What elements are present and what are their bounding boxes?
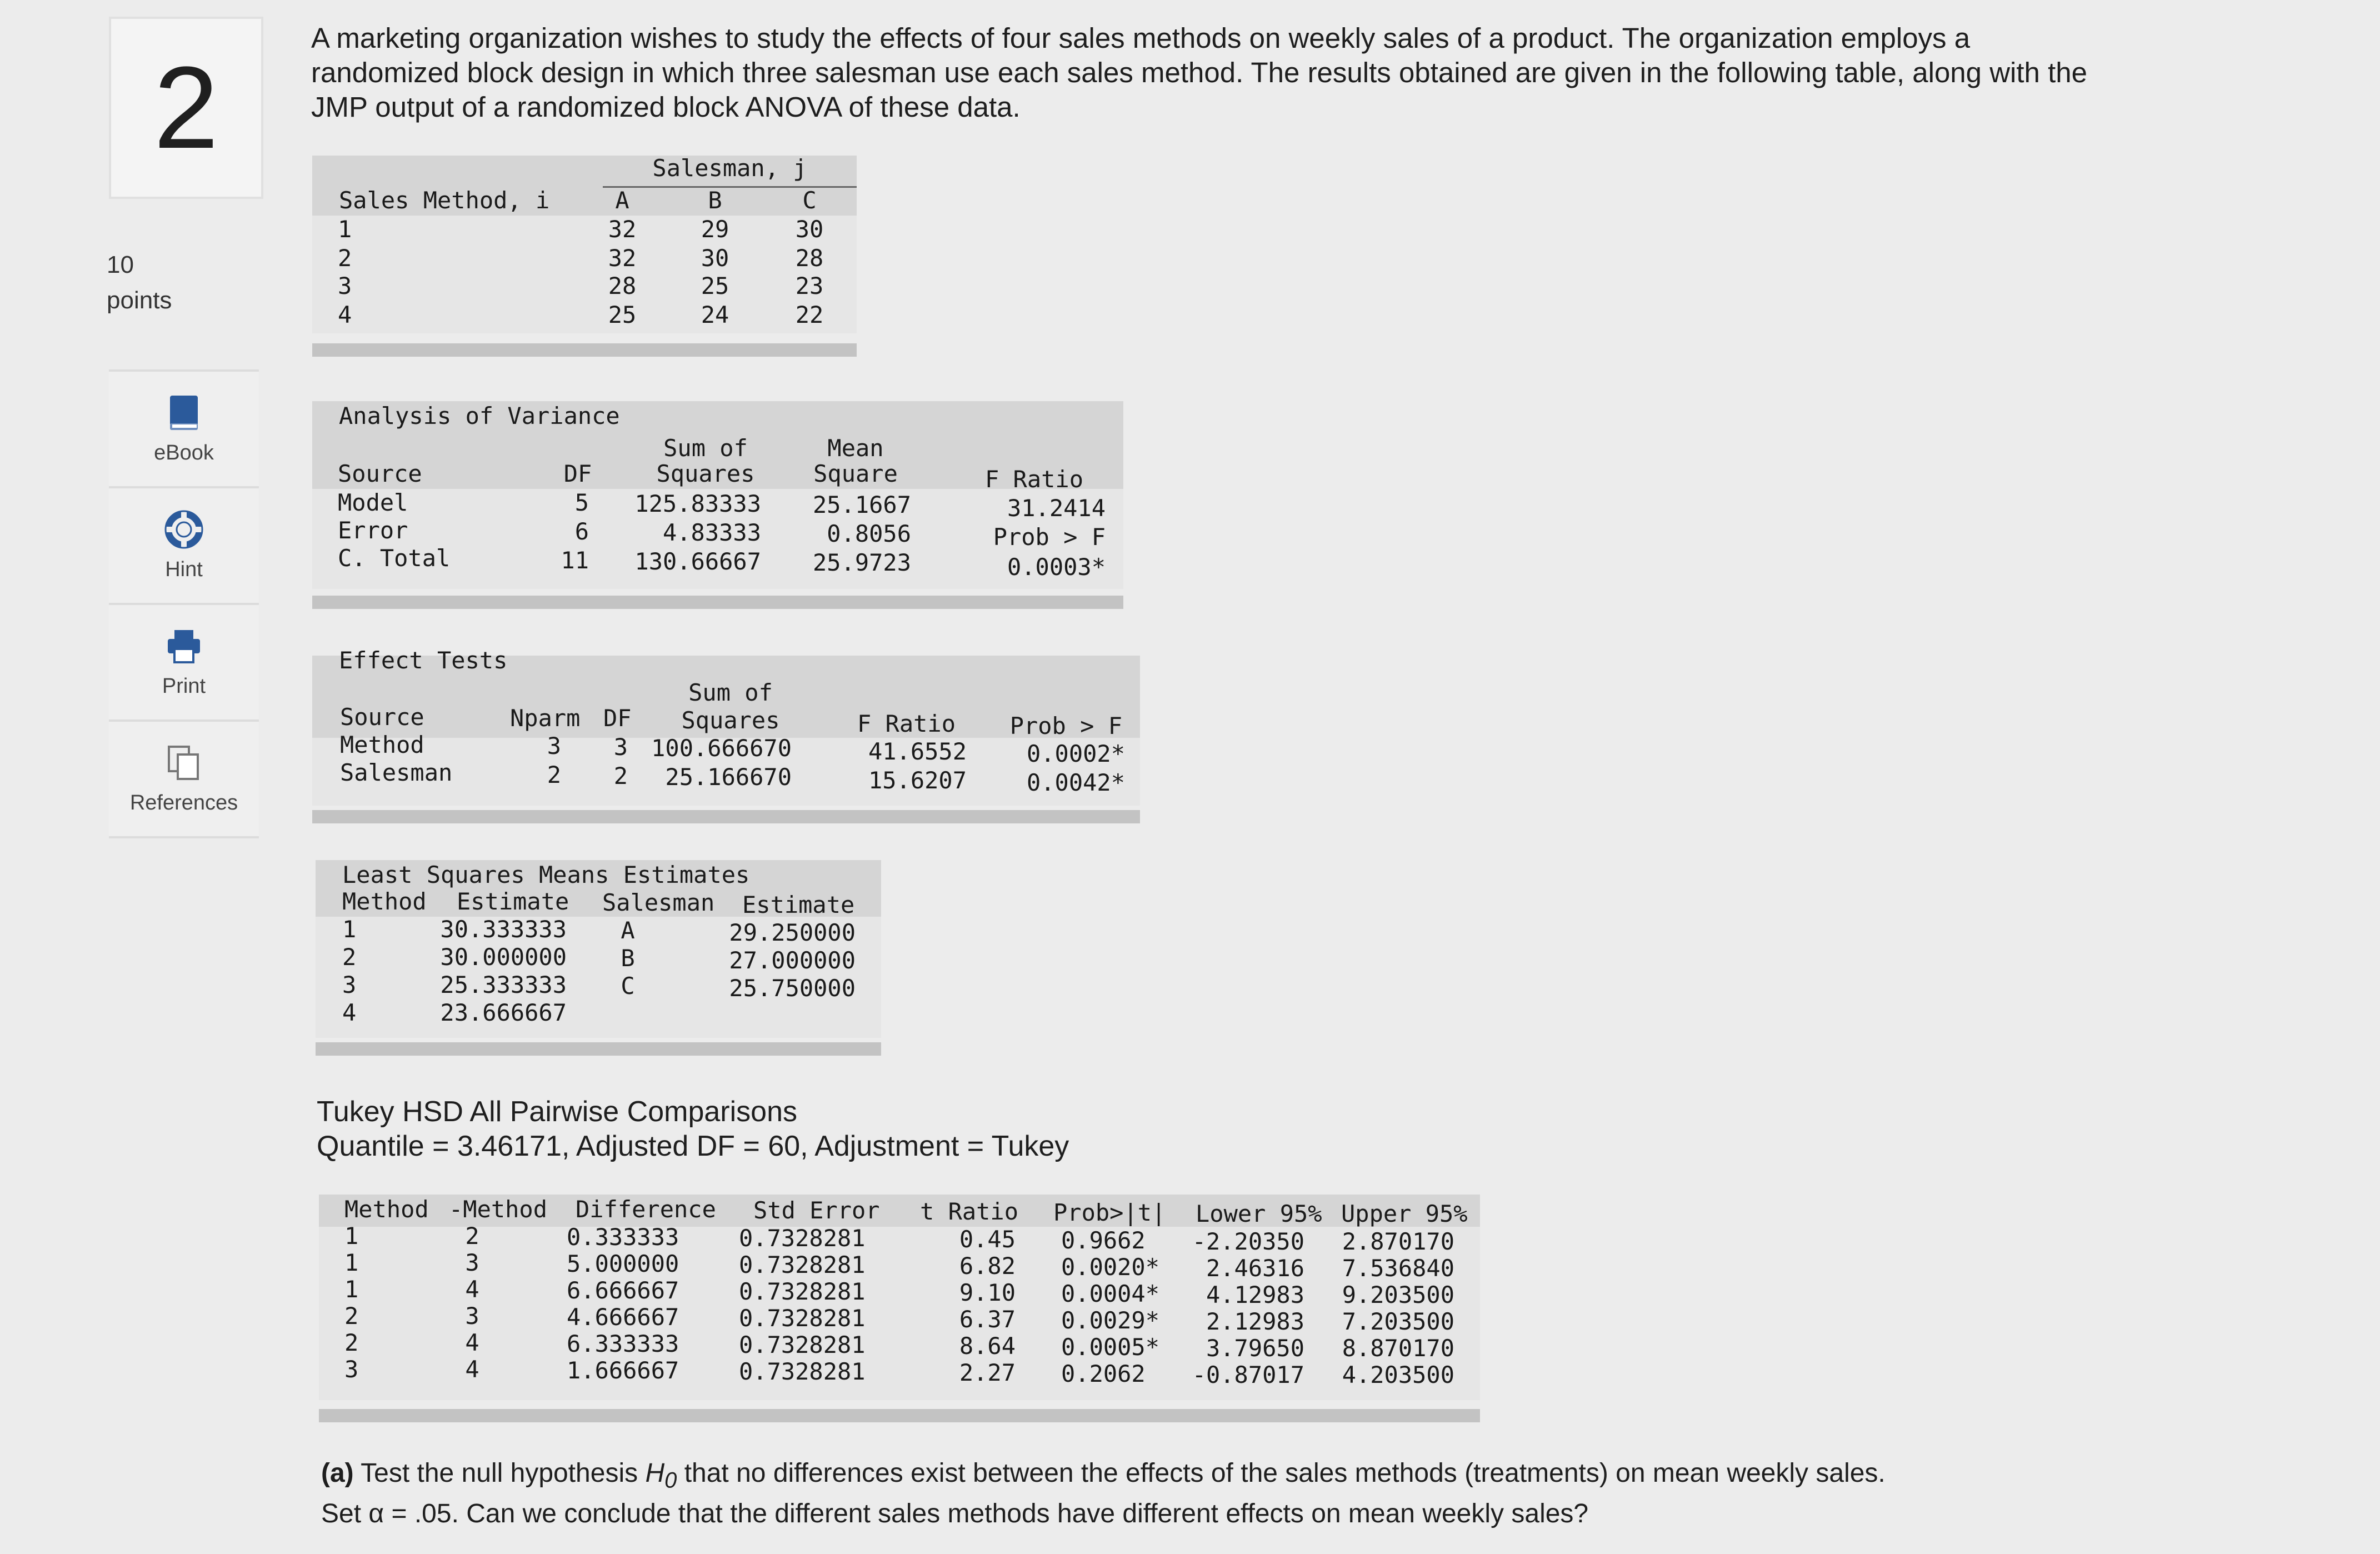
col-header-c: C <box>802 187 817 214</box>
tool-list <box>109 369 259 838</box>
copy-icon <box>164 743 203 782</box>
printer-icon <box>164 627 203 666</box>
ebook-button[interactable] <box>109 369 259 486</box>
book-icon <box>164 393 203 432</box>
points-label: points <box>107 287 172 314</box>
points-value: 10 <box>107 251 134 278</box>
tukey-heading <box>317 1095 1069 1163</box>
effect-tests-title: Effect Tests <box>339 647 508 674</box>
references-button[interactable] <box>109 719 259 838</box>
sales-method-header: Sales Method, i <box>339 187 550 214</box>
print-label: Print <box>162 674 206 698</box>
tukey-title: Tukey HSD All Pairwise Comparisons <box>317 1096 798 1128</box>
col-header-a: A <box>615 187 629 214</box>
question-sidebar <box>0 0 278 1554</box>
anova-title: Analysis of Variance <box>339 402 620 429</box>
col-header-b: B <box>708 187 722 214</box>
tukey-subtitle: Quantile = 3.46171, Adjusted DF = 60, Adjustment = Tukey <box>317 1130 1069 1162</box>
question-number: 2 <box>109 17 263 199</box>
salesman-group-header: Salesman, j <box>652 154 807 182</box>
lsmeans-title: Least Squares Means Estimates <box>342 861 750 888</box>
print-button[interactable] <box>109 603 259 719</box>
ebook-label: eBook <box>154 441 214 464</box>
question-points <box>107 247 172 318</box>
lifebuoy-icon <box>164 510 203 549</box>
references-label: References <box>129 791 238 815</box>
question-intro: A marketing organization wishes to study the effects of four sales methods on weekly sales of a product. The organization employs a randomized block design in which three salesman use each sales method. The results obtained are given in the following table, along with the JMP output of a randomized block ANOVA of these data. <box>311 22 2087 123</box>
hint-button[interactable] <box>109 486 259 603</box>
part-a-line-2: Set α = .05. Can we conclude that the different sales methods have different effects on mean weekly sales? <box>321 1498 1589 1528</box>
part-a-prompt <box>321 1457 2099 1531</box>
hint-label: Hint <box>165 557 203 581</box>
part-a-label: (a) <box>321 1458 354 1488</box>
h0-symbol: $H_0$ <box>645 1458 677 1493</box>
part-a-line-1: (a) Test the null hypothesis $H_0$ that no differences exist between the effects of the sales methods (treatments) on mean weekly sales. <box>321 1458 1886 1493</box>
